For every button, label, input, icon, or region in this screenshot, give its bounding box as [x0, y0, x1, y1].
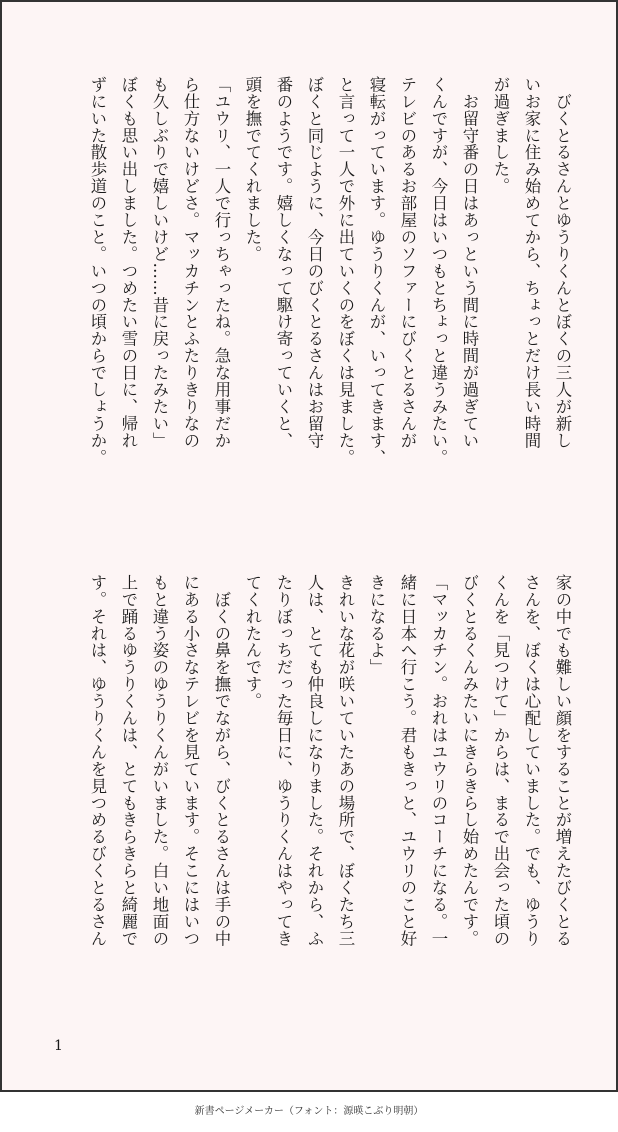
- text-line: きれいな花が咲いていたあの場所で、ぼくたち三: [336, 574, 355, 947]
- text-line: にある小さなテレビを見ています。そこにはいつ: [181, 574, 200, 947]
- text-line: いお家に住み始めてから、ちょっとだけ長い時間: [522, 76, 541, 449]
- text-line: びくとるさんとゆうりくんとぼくの三人が新し: [553, 76, 572, 449]
- text-line: きになるよ」: [367, 574, 386, 676]
- text-line: 人は、とても仲良しになりました。それから、ふ: [305, 574, 324, 947]
- text-line: 「ユウリ、一人で行っちゃったね。急な用事だか: [212, 76, 231, 449]
- text-block-upper: [58, 76, 578, 536]
- page-number: 1: [54, 1038, 63, 1054]
- text-line: ぼくの鼻を撫でながら、びくとるさんは手の中: [212, 574, 231, 947]
- text-line: 番のようです。嬉しくなって駆け寄っていくと、: [274, 76, 293, 449]
- text-line: す。それは、ゆうりくんを見つめるびくとるさん: [88, 574, 107, 947]
- text-line: が過ぎました。: [491, 76, 510, 195]
- text-line: 頭を撫でてくれました。: [243, 76, 262, 263]
- text-line: もと違う姿のゆうりくんがいました。白い地面の: [150, 574, 169, 947]
- text-line: 家の中でも難しい顔をすることが増えたびくとる: [553, 574, 572, 947]
- text-line: ぼくと同じように、今日のびくとるさんはお留守: [305, 76, 324, 449]
- text-line: くんを「見つけて」からは、まるで出会った頃の: [491, 574, 510, 947]
- text-line: ずにいた散歩道のこと。いつの頃からでしょうか。: [88, 76, 107, 466]
- text-line: くんですが、今日はいつもとちょっと違うみたい。: [429, 76, 448, 466]
- footer-credit: 新書ページメーカー（フォント：源暎こぶり明朝）: [194, 1106, 424, 1117]
- text-block-lower: [58, 574, 578, 1034]
- text-line: 寝転がっています。ゆうりくんが、いってきます、: [367, 76, 386, 466]
- text-line: テレビのあるお部屋のソファーにびくとるさんが: [398, 76, 417, 449]
- text-line: たりぼっちだった毎日に、ゆうりくんはやってき: [274, 574, 293, 947]
- text-line: 上で踊るゆうりくんは、とてもきらきらと綺麗で: [119, 574, 138, 947]
- text-line: 緒に日本へ行こう。君もきっと、ユウリのこと好: [398, 574, 417, 947]
- text-line: お留守番の日はあっという間に時間が過ぎてい: [460, 76, 479, 449]
- text-line: びくとるくんみたいにきらきらし始めたんです。: [460, 574, 479, 947]
- text-line: も久しぶりで嬉しいけど……昔に戻ったみたい」: [150, 76, 169, 449]
- text-line: ぼくも思い出しました。つめたい雪の日に、帰れ: [119, 76, 138, 449]
- text-line: ら仕方ないけどさ。マッカチンとふたりきりなの: [181, 76, 200, 449]
- text-line: てくれたんです。: [243, 574, 262, 710]
- text-line: さんを、ぼくは心配していました。でも、ゆうり: [522, 574, 541, 947]
- text-line: 「マッカチン。おれはユウリのコーチになる。一: [429, 574, 448, 947]
- text-line: と言って一人で外に出ていくのをぼくは見ました。: [336, 76, 355, 466]
